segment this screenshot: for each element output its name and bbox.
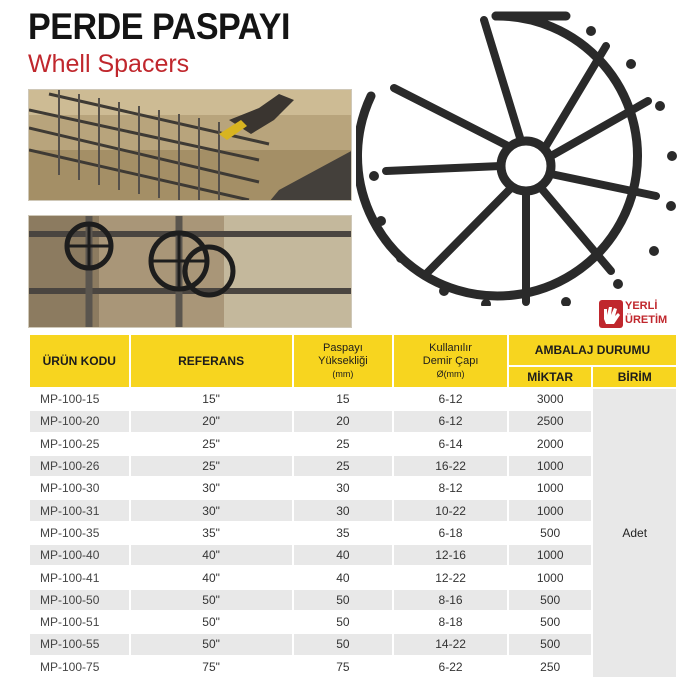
- cell-height: 25: [294, 456, 393, 476]
- cell-reference: 25": [131, 456, 292, 476]
- cell-quantity: 2000: [509, 434, 592, 454]
- cell-diameter: 8-12: [394, 478, 507, 498]
- cell-code: MP-100-41: [30, 567, 129, 587]
- installed-spacers-photo: [28, 215, 352, 328]
- cell-reference: 50": [131, 612, 292, 632]
- table-row: [30, 434, 676, 454]
- cell-height: 50: [294, 634, 393, 654]
- cell-height: 40: [294, 567, 393, 587]
- cell-quantity: 3000: [509, 389, 592, 409]
- cell-quantity: 500: [509, 634, 592, 654]
- cell-reference: 30": [131, 500, 292, 520]
- cell-height: 20: [294, 411, 393, 431]
- cell-diameter: 6-12: [394, 411, 507, 431]
- cell-unit: Adet: [593, 389, 676, 677]
- cell-height: 75: [294, 657, 393, 677]
- badge-line-2: ÜRETİM: [625, 314, 668, 326]
- page-title: PERDE PASPAYI: [28, 6, 291, 47]
- cell-quantity: 1000: [509, 500, 592, 520]
- cell-code: MP-100-20: [30, 411, 129, 431]
- header-packaging: AMBALAJ DURUMU: [509, 335, 676, 365]
- cell-code: MP-100-75: [30, 657, 129, 677]
- cell-diameter: 8-18: [394, 612, 507, 632]
- table-row: [30, 500, 676, 520]
- header-unit: BİRİM: [593, 367, 676, 387]
- cell-reference: 50": [131, 634, 292, 654]
- hand-icon: [598, 299, 624, 329]
- cell-diameter: 6-12: [394, 389, 507, 409]
- cell-height: 30: [294, 478, 393, 498]
- table-row: [30, 634, 676, 654]
- cell-quantity: 1000: [509, 456, 592, 476]
- cell-reference: 20": [131, 411, 292, 431]
- cell-height: 40: [294, 545, 393, 565]
- cell-diameter: 16-22: [394, 456, 507, 476]
- header-reference: REFERANS: [131, 335, 292, 387]
- cell-reference: 40": [131, 567, 292, 587]
- cell-reference: 35": [131, 523, 292, 543]
- cell-height: 30: [294, 500, 393, 520]
- table-row: [30, 456, 676, 476]
- header-height: Paspayı Yüksekliği (mm): [294, 335, 393, 387]
- cell-diameter: 12-22: [394, 567, 507, 587]
- cell-quantity: 500: [509, 590, 592, 610]
- wheel-spacer-image: [356, 6, 686, 306]
- cell-code: MP-100-26: [30, 456, 129, 476]
- cell-quantity: 500: [509, 523, 592, 543]
- cell-code: MP-100-35: [30, 523, 129, 543]
- cell-code: MP-100-40: [30, 545, 129, 565]
- cell-diameter: 14-22: [394, 634, 507, 654]
- cell-reference: 30": [131, 478, 292, 498]
- cell-height: 50: [294, 612, 393, 632]
- rebar-cage-photo: [28, 89, 352, 201]
- cell-diameter: 6-14: [394, 434, 507, 454]
- cell-code: MP-100-30: [30, 478, 129, 498]
- table-row: [30, 411, 676, 431]
- cell-code: MP-100-55: [30, 634, 129, 654]
- cell-reference: 50": [131, 590, 292, 610]
- cell-code: MP-100-50: [30, 590, 129, 610]
- cell-code: MP-100-51: [30, 612, 129, 632]
- local-production-badge: [598, 296, 678, 332]
- cell-diameter: 6-18: [394, 523, 507, 543]
- cell-reference: 40": [131, 545, 292, 565]
- header-quantity: MİKTAR: [509, 367, 592, 387]
- table-row: [30, 590, 676, 610]
- cell-diameter: 12-16: [394, 545, 507, 565]
- header-code: ÜRÜN KODU: [30, 335, 129, 387]
- table-row: [30, 389, 676, 409]
- cell-quantity: 250: [509, 657, 592, 677]
- product-table: [28, 333, 678, 679]
- cell-quantity: 1000: [509, 545, 592, 565]
- cell-height: 50: [294, 590, 393, 610]
- cell-code: MP-100-15: [30, 389, 129, 409]
- table-row: [30, 478, 676, 498]
- cell-quantity: 500: [509, 612, 592, 632]
- table-row: [30, 567, 676, 587]
- cell-height: 35: [294, 523, 393, 543]
- header-diameter: Kullanılır Demir Çapı Ø(mm): [394, 335, 507, 387]
- badge-line-1: YERLİ: [625, 300, 658, 312]
- cell-height: 15: [294, 389, 393, 409]
- page-subtitle: Whell Spacers: [28, 50, 190, 78]
- table-row: [30, 545, 676, 565]
- cell-diameter: 6-22: [394, 657, 507, 677]
- cell-reference: 25": [131, 434, 292, 454]
- cell-quantity: 1000: [509, 478, 592, 498]
- cell-diameter: 10-22: [394, 500, 507, 520]
- cell-code: MP-100-25: [30, 434, 129, 454]
- cell-code: MP-100-31: [30, 500, 129, 520]
- cell-quantity: 1000: [509, 567, 592, 587]
- cell-diameter: 8-16: [394, 590, 507, 610]
- table-row: [30, 657, 676, 677]
- cell-height: 25: [294, 434, 393, 454]
- cell-reference: 15": [131, 389, 292, 409]
- table-row: [30, 523, 676, 543]
- table-row: [30, 612, 676, 632]
- cell-quantity: 2500: [509, 411, 592, 431]
- cell-reference: 75": [131, 657, 292, 677]
